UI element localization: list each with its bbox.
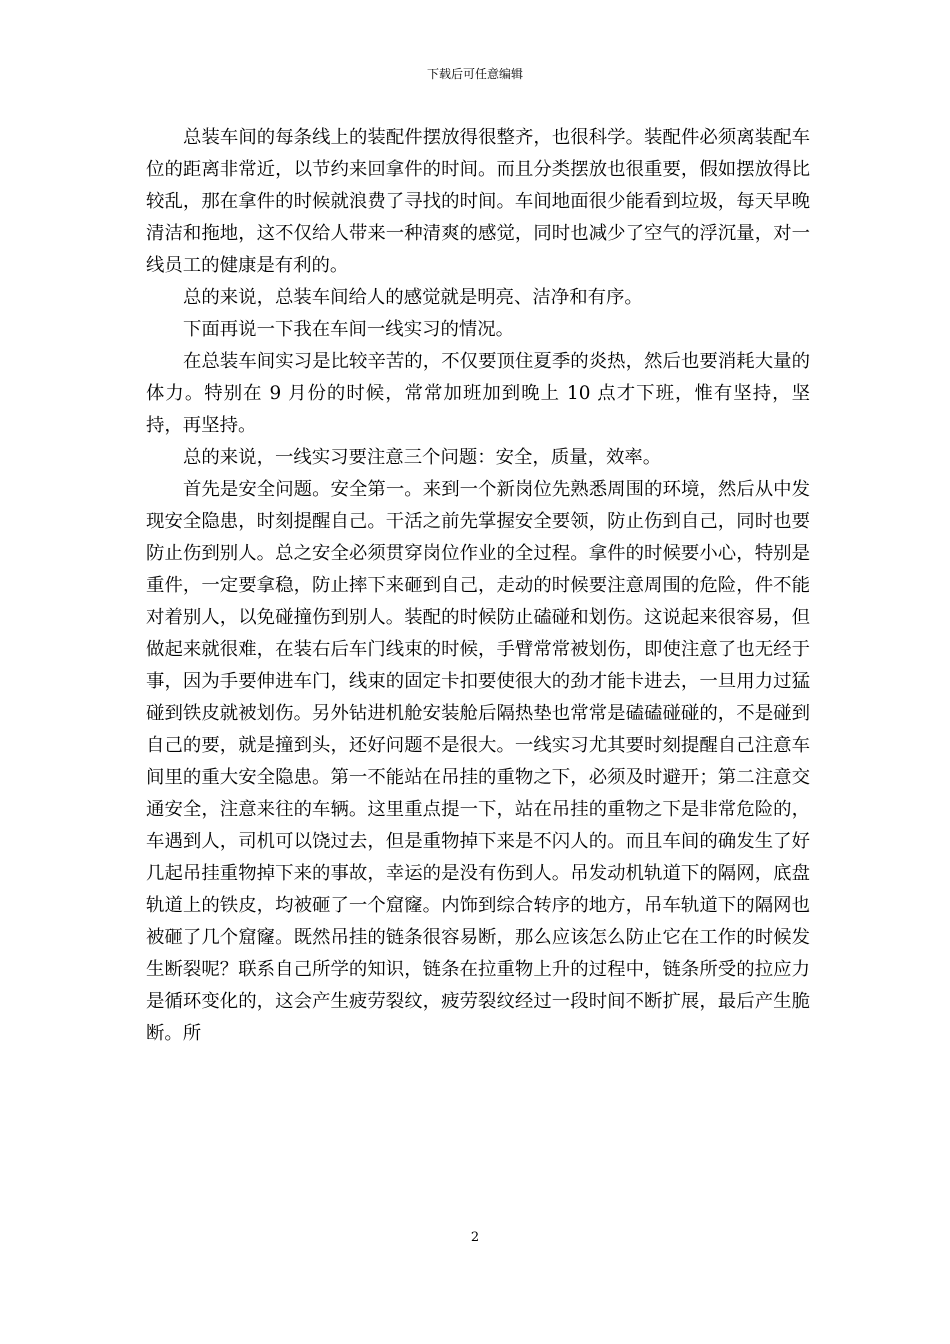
paragraph-safety: 首先是安全问题。安全第一。来到一个新岗位先熟悉周围的环境，然后从中发现安全隐患，时刻提醒自己。干活之前先掌握安全要领，防止伤到自己，同时也要防止伤到别人。总之安全必须贯穿岗位作业的全过程。拿件的时候要小心，特别是重件，一定要拿稳，防止摔下来砸到自己，走动的时候要注意周围的危险，件不能对着别人，以免碰撞伤到别人。装配的时候防止磕碰和划伤。这说起来很容易，但做起来就很难，在装右后车门线束的时候，手臂常常被划伤，即使注意了也无经于事，因为手要伸进车门，线束的固定卡扣要使很大的劲才能卡进去，一旦用力过猛碰到铁皮就被划伤。另外钻进机舱安装舱后隔热垫也常常是磕磕碰碰的，不是碰到自己的要，就是撞到头，还好问题不是很大。一线实习尤其要时刻提醒自己注意车间里的重大安全隐患。第一不能站在吊挂的重物之下，必须及时避开；第二注意交通安全，注意来往的车辆。这里重点提一下，站在吊挂的重物之下是非常危险的，车遇到人，司机可以饶过去，但是重物掉下来是不闪人的。而且车间的确发生了好几起吊挂重物掉下来的事故，幸运的是没有伤到人。吊发动机轨道下的隔网，底盘轨道上的铁皮，均被砸了一个窟窿。内饰到综合转序的地方，吊车轨道下的隔网也被砸了几个窟窿。既然吊挂的链条很容易断，那么应该怎么防止它在工作的时候发生断裂呢？联系自己所学的知识，链条在拉重物上升的过程中，链条所受的拉应力是循环变化的，这会产生疲劳裂纹，疲劳裂纹经过一段时间不断扩展，最后产生脆断。所: [146, 479, 810, 1044]
page-header: 下载后可任意编辑: [426, 67, 523, 81]
paragraph-assembly-parts: 总装车间的每条线上的装配件摆放得很整齐，也很科学。装配件必须离装配车位的距离非常近，以节约来回拿件的时间。而且分类摆放也很重要，假如摆放得比较乱，那在拿件的时候就浪费了寻找的时间。车间地面很少能看到垃圾，每天早晚清洁和拖地，这不仅给人带来一种清爽的感觉，同时也减少了空气的浮沉量，对一线员工的健康是有利的。: [146, 127, 810, 276]
paragraph-internship-intro: 下面再说一下我在车间一线实习的情况。: [183, 319, 515, 340]
paragraph-summary-impression: 总的来说，总装车间给人的感觉就是明亮、洁净和有序。: [183, 287, 643, 308]
paragraph-three-issues: 总的来说，一线实习要注意三个问题：安全，质量，效率。: [183, 447, 662, 468]
page-number: 2: [470, 1230, 480, 1245]
paragraph-hard-work: 在总装车间实习是比较辛苦的，不仅要顶住夏季的炎热，然后也要消耗大量的体力。特别在 9 月份的时候，常常加班加到晚上 10 点才下班，惟有坚持，坚持，再坚持。: [146, 351, 810, 436]
body-text: [146, 122, 810, 1050]
